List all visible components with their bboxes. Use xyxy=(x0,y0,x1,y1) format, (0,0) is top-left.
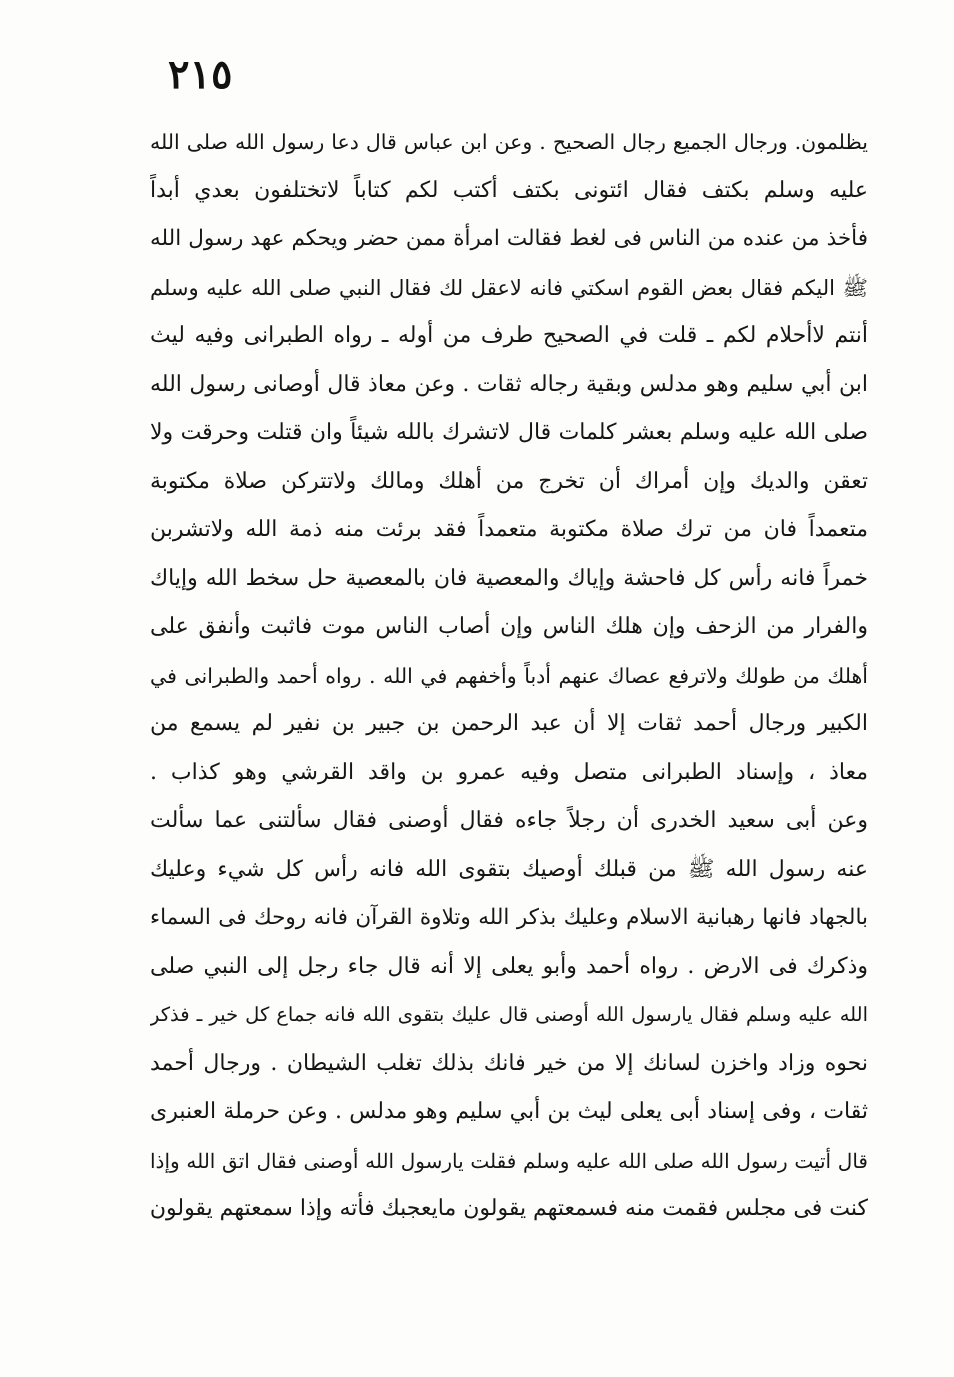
text-line-22: قال أتيت رسول الله صلى الله عليه وسلم فقلت يارسول الله أوصنى فقال اتق الله وإذا xyxy=(150,1148,868,1173)
text-line-19: الله عليه وسلم فقال يارسول الله أوصنى قال عليك بتقوى الله فانه جماع كل خير ـ فذكر xyxy=(150,1003,868,1026)
text-line-16: عنه رسول الله ﷺ من قبلك أوصيك بتقوى الله فانه رأس كل شيء وعليك xyxy=(150,856,868,882)
text-line-13: الكبير ورجال أحمد ثقات إلا أن عبد الرحمن بن جبير بن نفير لم يسمع من xyxy=(150,711,868,736)
text-line-6: ابن أبي سليم وهو مدلس وبقية رجاله ثقات . وعن معاذ قال أوصانى رسول الله xyxy=(150,371,868,397)
text-line-14: معاذ ، وإسناد الطبرانى متصل وفيه عمرو بن واقد القرشي وهو كذاب . xyxy=(150,759,868,785)
page-number: ٢١٥ xyxy=(168,51,233,98)
text-line-12: أهلك من طولك ولاترفع عصاك عنهم أدباً وأخفهم في الله . رواه أحمد والطبرانى في xyxy=(150,663,868,688)
text-line-9: متعمداً فان من ترك صلاة مكتوبة متعمداً فقد برئت منه ذمة الله ولاتشربن xyxy=(150,517,868,542)
text-line-18: وذكرك فى الارض . رواه أحمد وأبو يعلى إلا أنه قال جاء رجل إلى النبي صلى xyxy=(150,953,868,979)
text-line-21: ثقات ، وفى إسناد أبى يعلى ليث بن أبي سليم وهو مدلس . وعن حرملة العنبرى xyxy=(150,1099,868,1124)
text-line-11: والفرار من الزحف وإن هلك الناس وإن أصاب الناس موت فاثبت وأنفق على xyxy=(150,614,868,639)
text-line-7: صلى الله عليه وسلم بعشر كلمات قال لاتشرك بالله شيئاً وان قتلت وحرقت ولا xyxy=(150,420,868,445)
body-text xyxy=(150,118,868,1234)
text-line-5: أنتم لاأحلام لكم ـ قلت في الصحيح طرف من أوله ـ رواه الطبرانى وفيه ليث xyxy=(150,323,868,348)
text-line-17: بالجهاد فانها رهبانية الاسلام وعليك بذكر الله وتلاوة القرآن فانه روحك فى السماء xyxy=(150,905,868,930)
text-line-1: يظلمون. ورجال الجميع رجال الصحيح . وعن ابن عباس قال دعا رسول الله صلى الله xyxy=(150,130,868,154)
text-line-10: خمراً فانه رأس كل فاحشة وإياك والمعصية فان بالمعصية حل سخط الله وإياك xyxy=(150,565,868,591)
text-line-23: كنت فى مجلس فقمت منه فسمعتهم يقولون مايعجبك فأته وإذا سمعتهم يقولون xyxy=(150,1196,868,1221)
text-line-3: فأخذ من عنده من الناس فى لغط فقالت امرأة ممن حضر ويحكم عهد رسول الله xyxy=(150,226,868,251)
text-line-4: ﷺ اليكم فقال بعض القوم اسكتي فانه لاعقل لك فقال النبي صلى الله عليه وسلم xyxy=(150,275,868,300)
text-line-20: نحوه وزاد واخزن لسانك إلا من خير فانك بذلك تغلب الشيطان . ورجال أحمد xyxy=(150,1050,868,1076)
text-line-2: عليه وسلم بكتف فقال ائتونى بكتف أكتب لكم كتاباً لاتختلفون بعدي أبداً xyxy=(150,177,868,203)
text-line-15: وعن أبى سعيد الخدرى أن رجلاً جاءه فقال أوصنى فقال سألتنى عما سألت xyxy=(150,808,868,833)
text-line-8: تعقن والديك وإن أمراك أن تخرج من أهلك ومالك ولاتتركن صلاة مكتوبة xyxy=(150,468,868,494)
